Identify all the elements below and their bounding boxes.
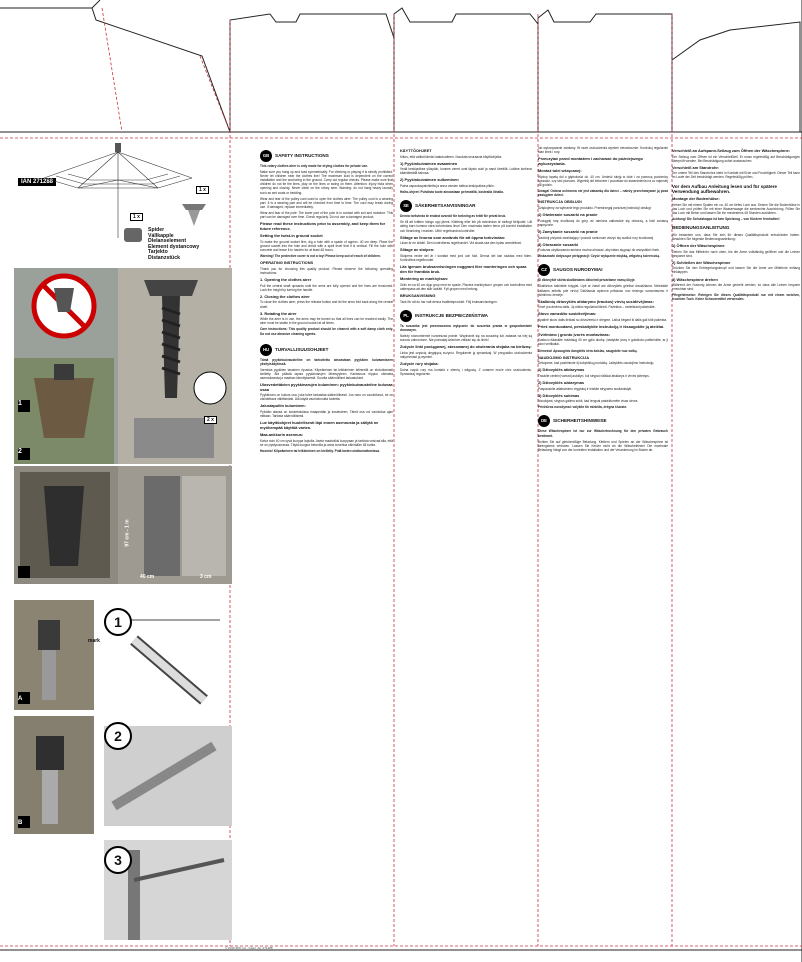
step-2-number: 2 [104, 722, 132, 750]
section-heading: SE SÄKERHETSANVISNINGAR [400, 200, 532, 212]
dim-label: 97 cm - 1 m [124, 519, 131, 547]
body-text: Pyykkinaru on kuluva osa, joka tulee tarkastaa säännöllisesti. Jos naru on vaurioitunut, se on vaihdettava välittömästi. Älä käytä vaurioitunutta tuotetta. [260, 393, 393, 402]
column-de [672, 146, 800, 946]
body-text: Achten Sie auf gleichmäßige Beladung. Klettern und Spielen an der Wäschespinne ist strengstens verboten. Lassen Sie Kinder nicht an die Wäscheleinen! Die maximale Belastung hängt von der korrekten Installation und der Verankerung im Boden ab. [538, 439, 668, 452]
body-text: To close the clothes airer, press the release button and let the arms fold back along the central shaft. [260, 300, 393, 309]
body-text: Pull the central shaft upwards until the arms are fully opened and the lines are tensioned. Lock the height by turning the handle. [260, 283, 393, 292]
subheading: Montage der Bodenhülse: [672, 196, 720, 202]
subheading: 3) Džiovyklės sukimas [538, 392, 580, 398]
subheading: 1) Pyykinkuivaimen avaaminen [400, 160, 458, 166]
subheading: INSTRUKCJA OBSŁUGI [538, 199, 582, 205]
subheading: Verschleiß an Aufspann-Seilzug zum Öffnen der Wäschespinne: [672, 148, 791, 153]
subheading: KÄYTTÖOHJEET [400, 148, 432, 153]
body-text: Paspauskite atlaisvinimo mygtuką ir leiskite strypams susilankstyti. [538, 386, 632, 391]
subheading: Ulosvedettävien pyykkinarujen kuluminen: pyykinkuivausteline kuluvaa osaa [260, 382, 393, 392]
sub-step-b: B [18, 820, 23, 826]
warning-text: Huomio! Kiipeäminen tai leikkiminen on kielletty. Pidä lasten ulottumattomissa. [260, 449, 380, 454]
warning-text: Achtung! Die Schutzkappe ist kein Spielzeug – von Kindern fernhalten! [672, 217, 780, 222]
flag-gb-icon: GB [260, 150, 272, 162]
lead-text: Tämä pyykinkuivausteline on tarkoitettu ainoastaan pyykkien kuivaamiseen yksityiskäytössä. [260, 357, 393, 366]
column-pl-lt-de [538, 146, 668, 946]
body-text: Podczas użytkowania ramiona można obracać, aby łatwo sięgnąć do wszystkich linek. [538, 248, 660, 253]
ground-socket-icon [174, 200, 214, 228]
body-text: Tack för att du har valt denna kvalitetsprodukt. Följ bruksanvisningen. [400, 299, 498, 304]
subheading: Lue käyttöohjeet huolellisesti läpi ennen asennusta ja säilytä ne myöhempää käyttöä varten. [260, 420, 379, 430]
qty-label-c: 2 x [204, 416, 217, 424]
section-heading: BEDIENUNGSANLEITUNG [672, 225, 730, 231]
body-text: Linka jest częścią ulegającą zużyciu. Regularnie ją sprawdzaj. W przypadku uszkodzenia natychmiast ją wymień. [400, 350, 532, 359]
body-text: Make sure you hang up and load symmetrically. For climbing or playing it is strictly prohibited. Never let children near the clothes line! The maximum load is dependent on the correct installation and the anchoring in the ground. Carry out regular checks. Please make sure that children do not tie the lines, play on the lines or swing on them. Attention: Injury risks when opening and closing. Never climb on the rotary airer. Warning: do not hang heavy laundry such as wet coats or bedding. [260, 170, 393, 195]
subheading: Maa-ankkurin asennus: [260, 432, 304, 438]
care-text: Care instructions: This quality product should be cleaned with a soft damp cloth only. Do not use abrasive cleaning agents. [260, 327, 393, 336]
body-text: Skalbinius kabinkite tolygiai. Lipti ar žaisti ant džiovyklės griežtai draudžiama. Neleiskite vaikams artintis prie virvių! Didžiausia apkrova priklauso nuo teisingo sumontavimo ir įtvirtinimo žemėje. [538, 284, 668, 297]
subheading: Stovo vamzdžio susidėvėjimas: [538, 311, 597, 317]
body-text: Wir bedanken uns, dass Sie sich für dieses Qualitätsprodukt entschieden haben. Beachten Sie folgende Bedienungsanleitung: [672, 232, 800, 241]
care-text: Pflegehinweise: Reinigen Sie dieses Qualitätsprodukt nur mit einem weichen, feuchten Tuch. Keine Scheuermittel verwenden. [672, 293, 800, 302]
subheading: Tvirtinimo į grunto įvorės montavimas: [538, 331, 610, 337]
body-text: Drücken Sie den Entriegelungsknopf und lassen Sie die Arme am Mittelrohr entlang einklappen. [672, 266, 800, 275]
lead-text: Diese Wäschespinne ist nur zur Wäschetrocknung für den privaten Gebrauch bestimmt. [538, 429, 668, 438]
flag-se-icon: SE [400, 200, 412, 212]
body-text: Kaiva noin 40 cm syvä kuoppa lapiolla. Aseta maaholkki kuoppaan ja tarkista vesivaa'alla, että se on pystysuorassa. Täytä kuoppa betonilla ja anna kovettua vähintään 48 tuntia. [260, 439, 393, 448]
flag-de-icon: DE [538, 415, 550, 427]
body-text: lub wykonywanie zamiany. W razie uszkodzenia wymień niezwłocznie. Kontroluj regularnie stan linek i rury. [538, 146, 668, 155]
subheading: 1. Opening the clothes airer [260, 277, 312, 283]
care-text: Wskazówki dotyczące pielęgnacji: Czyść wyłącznie miękką, wilgotną ściereczką. [538, 254, 660, 259]
subheading: Slitage av stolpen: [400, 247, 435, 253]
subheading: 2) Zamykanie suszarki na pranie [538, 228, 598, 234]
body-text: Naciśnij przycisk zwalniający i pozwól ramionom złożyć się wzdłuż rury środkowej. [538, 235, 655, 240]
subheading: Prieš montuodami, perskaitykite instrukciją ir išsaugokite ją ateičiai. [538, 324, 665, 330]
body-text: Stolpens nedre del är i kontakt med jord och fukt. Denna del kan skadas med tiden. Kontrollera regelbundet. [400, 253, 532, 262]
column-fi-se-pl [400, 146, 532, 946]
warning-text: Uwaga! Osłona ochronna nie jest zabawką dla dzieci – należy przechowywać ją poza zasięgiem dzieci. [538, 189, 668, 198]
subheading: 2) Pyykinkuivaimen sulkeminen [400, 177, 459, 183]
flag-pl-icon: PL [400, 310, 412, 322]
body-text: Thank you for choosing this quality product. Please observe the following operating instructions: [260, 266, 393, 275]
figure-2-num: 2 [18, 448, 22, 455]
care-text: Hoito-ohjeet: Puhdista tuote ainoastaan pehmeällä, kostealla liinalla. [400, 190, 504, 195]
flag-lt-icon: CZ [538, 264, 550, 276]
column-en [260, 146, 393, 946]
subheading: Zużycie linki pociągowej, stosowanej do otwierania stojaka na bieliznę: [400, 344, 532, 350]
section-heading: PL INSTRUKCJE BEZPIECZEŃSTWA [400, 310, 532, 322]
subheading: 2. Closing the clothes airer [260, 293, 310, 299]
subheading: Montering av markhylsan: [400, 276, 449, 282]
body-text: Naudojant, strypus galima sukti, kad lengvai pasiektumėte visas virves. [538, 399, 639, 404]
figure-ground-socket [14, 268, 232, 464]
step-1-number: 1 [104, 608, 132, 636]
body-text: Wykop łopatą dół o głębokości ok. 40 cm. Umieść tuleję w dole i za pomocą poziomicy sprawdź, czy stoi pionowo. Wypełnij dół betonem i pozostaw do stwardnienia na co najmniej 48 godzin. [538, 174, 668, 188]
lead-text: Denna torkvinda är endast avsedd för torkning av tvätt för privat bruk. [400, 214, 507, 219]
body-text: Dėkojame, kad pasirinkote šį kokybišką produktą. Laikykitės naudojimo instrukcijų: [538, 361, 655, 366]
subheading: 3. Rotating the airer [260, 310, 297, 316]
care-text: Priežiūros nurodymai: valykite tik minkšta, drėgna šluoste. [538, 405, 628, 410]
section-heading: GB SAFETY INSTRUCTIONS [260, 150, 393, 162]
subheading: 1) Otwieranie suszarki na pranie [538, 212, 598, 218]
section-heading: DE SICHERHEITSHINWEISE [538, 415, 668, 427]
body-text: Linan är en slitdel. Den kontrolleras regelbundet. Vid skada ska den bytas omedelbart. [400, 241, 522, 246]
part-label: Spider [148, 227, 165, 233]
body-text: To make the ground socket firm, dig a hole with a spade of approx. 40 cm deep. Place the ground socket into the hole and check with a spirit level that it is vertical. Fill the hole with concrete and leave it to harden for at least 48 hours. [260, 239, 393, 253]
dim-label: 3 cm [200, 574, 212, 580]
body-text: Heben Sie mit einem Spaten ein ca. 40 cm tiefes Loch aus. Setzen Sie die Bodenhülse in das Loch und prüfen Sie mit einer Wasserwaage die senkrechte Ausrichtung. Füllen Sie das Loch mit Beton und lassen Sie ihn mindestens 48 Stunden aushärten. [672, 202, 800, 216]
body-text: Vedä keskiputkea ylöspäin, kunnes varret ovat täysin auki ja narut kireällä. Lukitse korkeus kääntämällä kahvaa. [400, 167, 532, 176]
subheading: 3) Obracanie suszarki [538, 241, 579, 247]
subheading: Slitage av linorna som används för att öppna torkvindan: [400, 234, 506, 240]
part-label: Element dystancowy [148, 243, 200, 250]
body-text: Paina vapautuspainiketta ja anna varsien taittua keskiputkea pitkin. [400, 184, 495, 189]
body-text: Der Seilzug zum Öffnen ist ein Verschleißteil. Er muss regelmäßig auf Beschädigungen überprüft werden. Bei Beschädigung sofort austauschen. [672, 154, 800, 163]
mark-label: mark [88, 638, 100, 644]
figure-measurement [14, 466, 232, 584]
body-text: Wear and tear of the pulley cord used to open the clothes airer: The pulley cord is a wearing part. It is a wearing part and will be checked from time to time. The cord may break during use. If damaged, replace immediately. [260, 196, 393, 209]
part-legend [148, 228, 199, 262]
warning-text: Warning! The protective cover is not a toy! Please keep out of reach of children. [260, 254, 381, 259]
body-text: Kiitos, että valitsit tämän laatutuotteen. Noudata seuraavia käyttöohjeita: [400, 154, 502, 159]
body-text: Gräv en ca 40 cm djup grop med en spade. Placera markhylsan i gropen och kontrollera med vattenpass att den står lodrätt. Fyll gropen med betong. [400, 282, 532, 291]
part-label: Distanzstück [148, 254, 180, 261]
subheading: 1) Öffnen der Wäschespinne [672, 242, 725, 248]
subheading: 2) Džiovyklės uždarymas [538, 379, 585, 385]
dim-label: 40 cm [140, 574, 155, 580]
part-label: Tarjekto [148, 249, 168, 256]
subheading: 2) Schließen der Wäschespinne [672, 259, 731, 265]
section-heading: CZ SAUGOS NURODYMAI [538, 264, 668, 276]
subheading: OPERATING INSTRUCTIONS [260, 260, 314, 266]
lead-text: Ta suszarka jest przeznaczona wyłącznie do suszenia prania w gospodarstwie domowym. [400, 323, 532, 332]
lead-text: This rotary clothes airer is only made for drying clothes for private use. [260, 164, 369, 168]
part-label: Dlelanselement [148, 238, 187, 245]
flag-fi-icon: HU [260, 344, 272, 356]
qty-label-a: 1 x [196, 186, 209, 194]
subheading: Setting the twist-in ground socket [260, 233, 323, 239]
body-text: Należy równomiernie rozwieszać pranie. Wspinanie się na suszarkę lub zabawa na niej są surowo zabronione. Nie pozwalaj dzieciom zbliżać się do linek! [400, 333, 532, 343]
sub-step-a: A [18, 696, 23, 702]
subheading: Przeczytać przed montażem i zachować do późniejszego wykorzystania. [538, 156, 643, 166]
body-text: Pylvään alaosa on kosketuksissa maaperään ja kosteuteen. Tämä osa voi vaurioitua ajan mittaan. Tarkista säännöllisesti. [260, 410, 393, 419]
footer-code: © 2016 ZPK Co. / Ident.-Nr. 271288 [225, 946, 273, 950]
body-text: Wear and tear of the pole: The lower part of the pole is in contact with soil and moisture. This part can be damaged over time. Check regularly. Do not use a damaged product. [260, 210, 393, 220]
qty-label-b: 1 x [130, 213, 143, 221]
body-text: Apatinė stovo dalis liečiasi su dirvožemiu ir drėgme. Laikui bėgant ši dalis gali būti pažeista. [538, 318, 667, 323]
subheading: 1) Džiovyklės atidarymas [538, 367, 585, 373]
subheading: Skalbinių džiovyklės atidarymo (traukos) virvių susidėvėjimas: [538, 298, 654, 304]
subheading: Läs igenom bruksanvisningen noggrant före monteringen och spara den för framtida bruk. [400, 264, 527, 274]
body-text: Ziehen Sie das Mittelrohr nach oben, bis die Arme vollständig geöffnet und die Leinen gespannt sind. [672, 249, 800, 258]
subheading: Jalustapultin kuluminen: [260, 403, 306, 409]
section-heading: HU TURVALLISUUSOHJEET [260, 344, 393, 356]
ean-code: IAN 271288 [18, 178, 56, 186]
body-text: Dolna część rury ma kontakt z ziemią i wilgocią. Z czasem może ulec uszkodzeniu. Sprawdzaj regularnie. [400, 367, 532, 376]
body-text: Varmista pyykkien tasainen ripustus. Kiipeäminen tai leikkiminen telineellä on ehdottomasti kielletty. Älä päästä lapsia pyykkinarujen läheisyyteen. Kantavuus riippuu oikeasta asennuksesta ja maahan kiinnityksestä. Suorita säännölliset tarkastukset. [260, 367, 393, 380]
body-text: Se till att tvätten hängs upp jämnt. Klättring eller lek på torkvindan är strängt förbjudet. Låt aldrig barn komma nära torkvindans linor! Den maximala lasten beror på korrekt installation och förankring i marken. Utför regelbundna kontroller. [400, 220, 532, 233]
subheading: Zużycie rury stojaka: [400, 360, 439, 366]
body-text: Pociągnij rurę środkową do góry, aż ramiona całkowicie się otworzą, a linki zostaną naprężone. [538, 218, 668, 227]
spacer-icon [120, 226, 146, 244]
subheading: NAUDOJIMO INSTRUKCIJA [538, 354, 590, 360]
body-text: Dziękujemy za wybranie tego produktu. Przestrzegaj poniższej instrukcji obsługi: [538, 206, 652, 211]
lead-text: Ši džiovyklė skirta skalbiniams džiovinti privačiame namų ūkyje. [538, 278, 636, 283]
section-heading: Vor dem Aufbau Anleitung lesen und für spätere Verwendung aufbewahren. [672, 183, 777, 194]
part-label: Vállkapple [148, 232, 174, 239]
step-3-number: 3 [104, 846, 132, 874]
body-text: Der untere Teil des Standrohrs steht in Kontakt mit Erde und Feuchtigkeit. Dieser Teil kann im Laufe der Zeit beschädigt werden. Regelmäßig prüfen. [672, 171, 800, 180]
subheading: Montaż tulei wkręcanej: [538, 168, 582, 174]
body-text: While the airer is in use, the arms may be turned so that all lines can be reached easily. The airer must be stable in the ground socket at all times. [260, 317, 393, 326]
subheading: Please read these instructions prior to assembly, and keep them for future reference. [260, 221, 386, 231]
body-text: Traukite centrinį vamzdį aukštyn, kol strypai visiškai atsidarys ir virvės įsitemps. [538, 373, 650, 378]
body-text: Kastuvu iškaskite maždaug 40 cm gylio duobę. Įstatykite įvorę ir gulsčiuku patikrinkite, ar ji stovi vertikaliai. [538, 338, 668, 347]
body-text: Virvė yra dėvima dalis. Ją reikia reguliariai tikrinti. Pažeidus – nedelsiant pakeiskite. [538, 305, 656, 310]
figure-1-num: 1 [18, 400, 22, 407]
subheading: BRUKSANVISNING [400, 293, 436, 299]
subheading: 3) Wäschespinne drehen [672, 276, 718, 282]
subheading: Verschleiß am Standrohr: [672, 164, 720, 170]
body-text: Während der Nutzung können die Arme gedreht werden, so dass alle Leinen bequem erreichbar sind. [672, 283, 800, 292]
warning-text: Dėmesio! Apsauginis dangtelis nėra žaislas, saugokite nuo vaikų. [538, 348, 638, 353]
